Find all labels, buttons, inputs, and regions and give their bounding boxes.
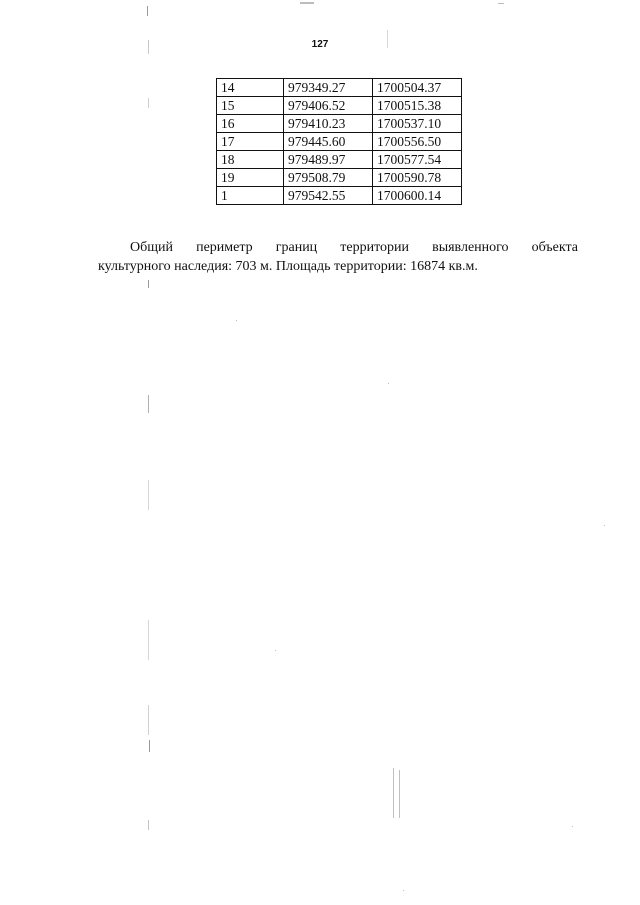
coordinates-table <box>216 78 462 205</box>
table-row <box>217 169 462 187</box>
table-row <box>217 133 462 151</box>
scan-mark <box>572 826 573 827</box>
x-coordinate-cell: 979410.23 <box>284 115 373 133</box>
summary-line: культурного наследия: 703 м. Площадь территории: 16874 кв.м. <box>98 259 478 274</box>
point-number-cell: 16 <box>217 115 284 133</box>
x-coordinate-cell: 979542.55 <box>284 187 373 205</box>
scan-mark <box>148 620 149 660</box>
y-coordinate-cell: 1700577.54 <box>373 151 462 169</box>
x-coordinate-cell: 979349.27 <box>284 79 373 97</box>
x-coordinate-cell: 979508.79 <box>284 169 373 187</box>
point-number-cell: 15 <box>217 97 284 115</box>
scan-mark <box>147 6 148 16</box>
scan-mark <box>387 30 388 48</box>
y-coordinate-cell: 1700600.14 <box>373 187 462 205</box>
table-row <box>217 115 462 133</box>
scan-mark <box>149 740 150 752</box>
scan-mark <box>236 320 237 321</box>
scan-mark <box>275 650 276 651</box>
table-row <box>217 97 462 115</box>
table-row <box>217 151 462 169</box>
scan-mark <box>148 705 149 735</box>
point-number-cell: 14 <box>217 79 284 97</box>
scan-mark <box>300 2 314 4</box>
y-coordinate-cell: 1700537.10 <box>373 115 462 133</box>
point-number-cell: 19 <box>217 169 284 187</box>
summary-line: Общий периметр границ территории выявленного объекта <box>130 240 578 255</box>
page-number: 127 <box>311 39 329 50</box>
scan-mark <box>393 768 394 818</box>
scan-mark <box>148 395 149 413</box>
point-number-cell: 1 <box>217 187 284 205</box>
y-coordinate-cell: 1700590.78 <box>373 169 462 187</box>
scan-mark <box>604 525 605 526</box>
scan-mark <box>148 480 149 510</box>
y-coordinate-cell: 1700504.37 <box>373 79 462 97</box>
scan-mark <box>399 770 400 818</box>
x-coordinate-cell: 979406.52 <box>284 97 373 115</box>
x-coordinate-cell: 979489.97 <box>284 151 373 169</box>
summary-paragraph <box>98 238 578 276</box>
scan-mark <box>388 383 389 384</box>
point-number-cell: 17 <box>217 133 284 151</box>
scan-mark <box>148 820 149 830</box>
scan-mark <box>403 890 404 891</box>
x-coordinate-cell: 979445.60 <box>284 133 373 151</box>
table-row <box>217 187 462 205</box>
scan-mark <box>148 98 149 108</box>
point-number-cell: 18 <box>217 151 284 169</box>
y-coordinate-cell: 1700556.50 <box>373 133 462 151</box>
scan-mark <box>148 280 149 288</box>
y-coordinate-cell: 1700515.38 <box>373 97 462 115</box>
scan-mark <box>148 40 149 54</box>
scan-mark <box>498 3 504 4</box>
table-row <box>217 79 462 97</box>
